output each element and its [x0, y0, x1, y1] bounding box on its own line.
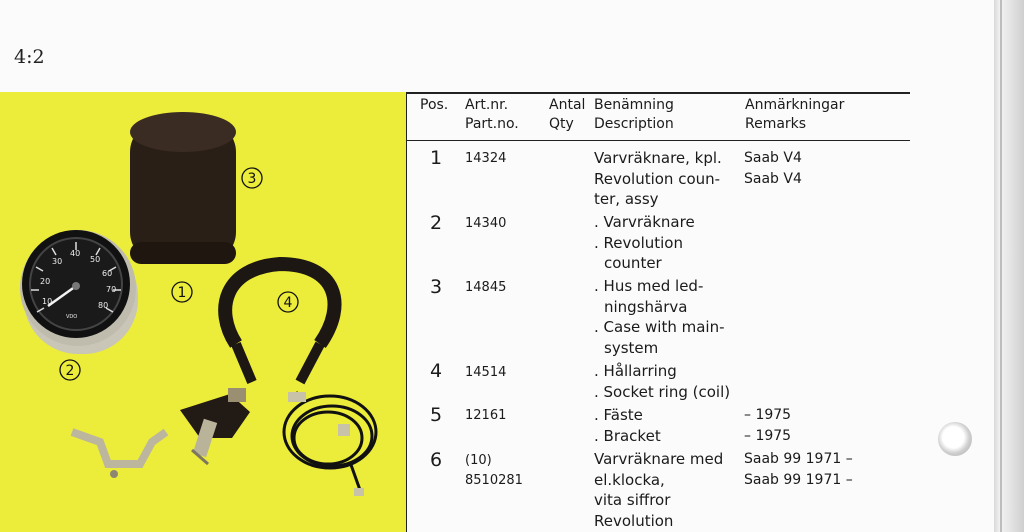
gauge-number: 40 — [70, 249, 81, 258]
row-6-pos: 6 — [430, 449, 443, 471]
remark-line: Saab V4 — [744, 150, 802, 166]
description-line: . Bracket — [594, 426, 661, 445]
description-line: . Fäste — [594, 406, 643, 424]
housing-case — [130, 112, 236, 264]
partno-line: 14845 — [465, 280, 507, 295]
wiring-harness — [284, 392, 376, 496]
row-4-description — [594, 361, 730, 402]
description-line: vita siffror — [594, 491, 671, 509]
parts-photo — [0, 92, 406, 532]
row-5-pos: 5 — [430, 404, 443, 426]
row-2-partno — [465, 214, 506, 234]
binder-edge — [994, 0, 1024, 532]
row-5-description — [594, 405, 661, 446]
row-5-remarks — [744, 405, 791, 446]
row-4-partno — [465, 363, 506, 383]
description-line: . Hållarring — [594, 362, 677, 380]
header-pos — [420, 96, 448, 115]
remark-line: Saab 99 1971 – — [744, 451, 853, 467]
description-line: Revolution coun- — [594, 169, 721, 188]
page-number: 4:2 — [14, 46, 45, 68]
header-description — [594, 96, 674, 134]
remark-line: – 1975 — [744, 407, 792, 423]
header-description-sv: Benämning — [594, 97, 674, 113]
gauge-number: 50 — [90, 255, 101, 264]
header-qty-en: Qty — [549, 116, 574, 132]
partno-line: 14340 — [465, 216, 507, 231]
description-line: . Socket ring (coil) — [594, 382, 731, 401]
header-description-en: Description — [594, 116, 674, 132]
description-line: . Varvräknare — [594, 213, 695, 231]
gauge-number: 60 — [102, 269, 113, 278]
header-remarks — [745, 96, 844, 134]
description-line: Varvräknare med — [594, 450, 724, 468]
callout-1 — [172, 282, 192, 302]
row-1-partno — [465, 149, 506, 169]
svg-text:1: 1 — [177, 285, 187, 301]
photo-divider — [406, 92, 407, 532]
description-line: Revolution — [594, 511, 674, 530]
row-2-description — [594, 212, 695, 274]
header-pos-label: Pos. — [420, 97, 449, 113]
binder-line — [1000, 0, 1002, 532]
u-bracket — [72, 432, 166, 478]
row-3-pos: 3 — [430, 276, 443, 298]
gauge-number: 10 — [42, 297, 53, 306]
gauge-number: 30 — [52, 257, 63, 266]
revolution-counter-gauge — [20, 230, 138, 354]
punch-hole — [938, 422, 972, 456]
description-line: Varvräknare, kpl. — [594, 149, 722, 167]
header-artnr-sv: Art.nr. — [465, 97, 509, 113]
row-4-pos: 4 — [430, 360, 443, 382]
svg-text:4: 4 — [283, 295, 293, 311]
gauge-brand: VDO — [66, 314, 78, 320]
description-line: ningshärva — [604, 297, 688, 316]
socket-ring — [225, 264, 334, 382]
svg-text:3: 3 — [247, 171, 257, 187]
svg-text:2: 2 — [65, 363, 75, 379]
callout-2 — [60, 360, 80, 380]
remark-line: Saab 99 1971 – — [744, 471, 853, 488]
header-remarks-en: Remarks — [745, 116, 807, 132]
row-3-description — [594, 276, 725, 358]
table-top-rule — [406, 92, 910, 94]
gauge-number: 20 — [40, 277, 51, 286]
row-3-partno — [465, 278, 506, 298]
description-line: system — [604, 338, 659, 357]
row-2-pos: 2 — [430, 212, 443, 234]
row-6-remarks — [744, 449, 853, 490]
partno-line: 14324 — [465, 151, 507, 166]
description-line: counter — [604, 254, 662, 272]
header-artnr-en: Part.no. — [465, 116, 519, 132]
partno-line: 14514 — [465, 365, 507, 380]
remark-line: – 1975 — [744, 427, 792, 444]
callout-3 — [242, 168, 262, 188]
description-line: . Revolution — [594, 233, 683, 252]
row-1-pos: 1 — [430, 147, 443, 169]
table-header-rule — [406, 140, 910, 141]
header-qty-sv: Antal — [549, 97, 586, 113]
partno-line: (10) — [465, 453, 492, 468]
partno-line: 12161 — [465, 408, 507, 423]
header-qty — [549, 96, 585, 134]
row-1-remarks — [744, 148, 802, 189]
description-line: ter, assy — [594, 190, 659, 208]
remark-line: Saab V4 — [744, 170, 802, 187]
row-6-partno — [465, 451, 523, 491]
callout-4 — [278, 292, 298, 312]
description-line: . Case with main- — [594, 318, 725, 336]
row-5-partno — [465, 406, 506, 426]
description-line: el.klocka, — [594, 470, 665, 489]
description-line: . Hus med led- — [594, 277, 704, 295]
gauge-number: 80 — [98, 301, 109, 310]
parts-illustration — [0, 92, 406, 532]
partno-line: 8510281 — [465, 473, 523, 488]
bracket-with-bolt — [180, 388, 250, 464]
header-artnr — [465, 96, 519, 134]
header-remarks-sv: Anmärkningar — [745, 97, 845, 113]
gauge-number: 70 — [106, 285, 117, 294]
row-6-description — [594, 449, 723, 531]
row-1-description — [594, 148, 722, 210]
